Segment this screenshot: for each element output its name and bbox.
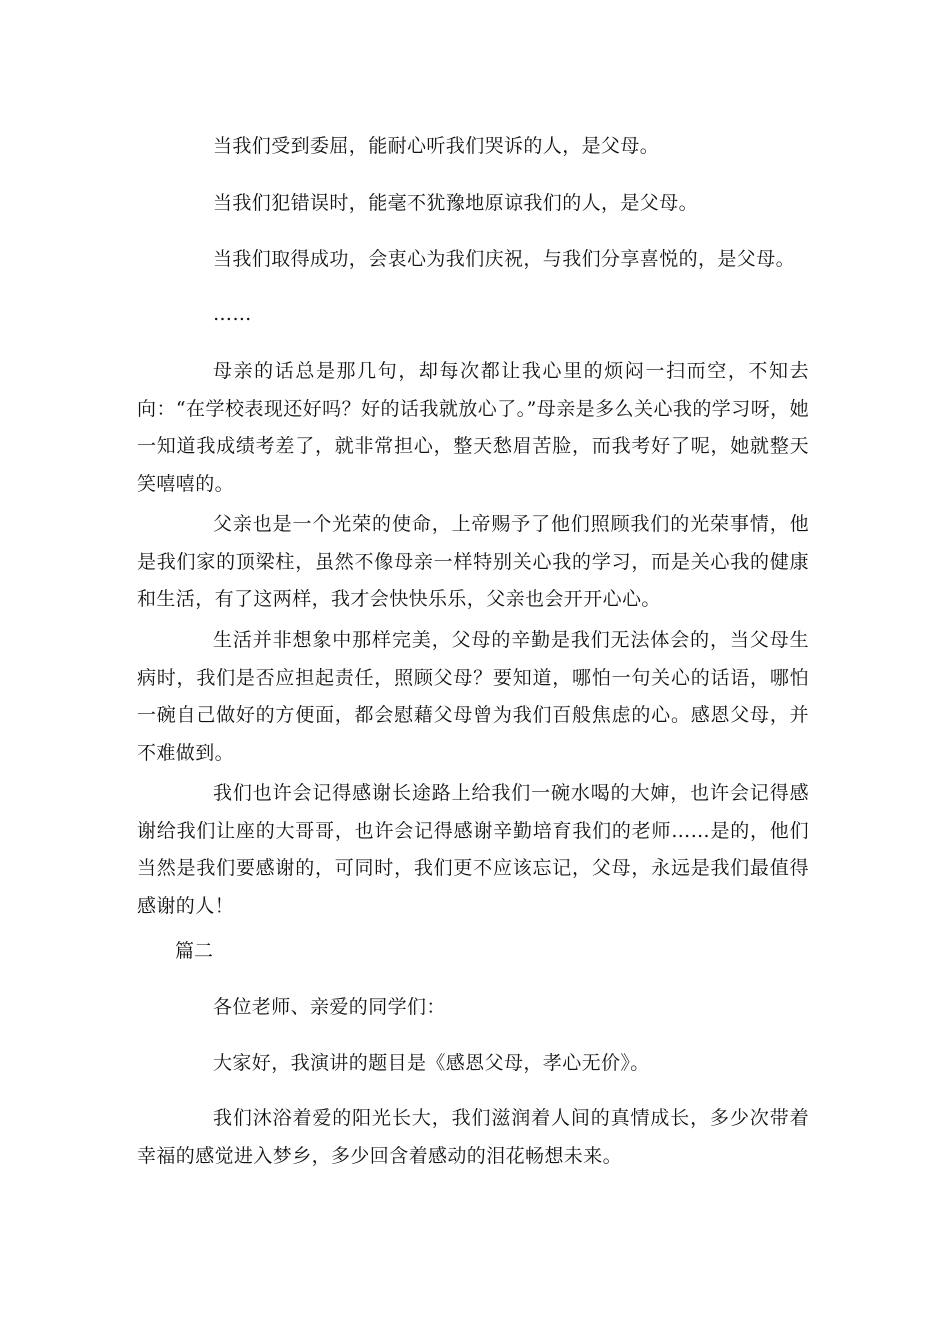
paragraph-gratitude: 我们也许会记得感谢长途路上给我们一碗水喝的大婶，也许会记得感谢给我们让座的大哥哥，也许会记得感谢辛勤培育我们的老师……是的，他们当然是我们要感谢的，可同时，我们更不应该忘记，父母，永远是我们最值得感谢的人！ [137,782,809,917]
paragraph-mother: 母亲的话总是那几句，却每次都让我心里的烦闷一扫而空，不知去向：“在学校表现还好吗？好的话我就放心了。”母亲是多么关心我的学习呀，她一知道我成绩考差了，就非常担心，整天愁眉苦脸，而我考好了呢，她就整天笑嘻嘻的。 [137,360,809,495]
ellipsis-paragraph: …… [213,303,252,325]
paragraph-salutation: 各位老师、亲爱的同学们： [213,996,446,1018]
paragraph-life: 生活并非想象中那样完美，父母的辛勤是我们无法体会的，当父母生病时，我们是否应担起责任，照顾父母？要知道，哪怕一句关心的话语，哪怕一碗自己做好的方便面，都会慰藉父母曾为我们百般焦虑的心。感恩父母，并不难做到。 [137,629,809,764]
paragraph-opening: 我们沐浴着爱的阳光长大，我们滋润着人间的真情成长，多少次带着幸福的感觉进入梦乡，多少回含着感动的泪花畅想未来。 [137,1107,809,1167]
paragraph-2: 当我们犯错误时，能毫不犹豫地原谅我们的人，是父母。 [213,192,699,214]
paragraph-1: 当我们受到委屈，能耐心听我们哭诉的人，是父母。 [213,135,660,157]
paragraph-3: 当我们取得成功，会衷心为我们庆祝，与我们分享喜悦的，是父母。 [213,248,796,270]
paragraph-father: 父亲也是一个光荣的使命，上帝赐予了他们照顾我们的光荣事情，他是我们家的顶梁柱，虽然不像母亲一样特别关心我的学习，而是关心我的健康和生活，有了这两样，我才会快快乐乐，父亲也会开开心心。 [137,513,809,610]
paragraph-greeting: 大家好，我演讲的题目是《感恩父母，孝心无价》。 [213,1052,650,1074]
section-heading: 篇二 [175,940,214,962]
